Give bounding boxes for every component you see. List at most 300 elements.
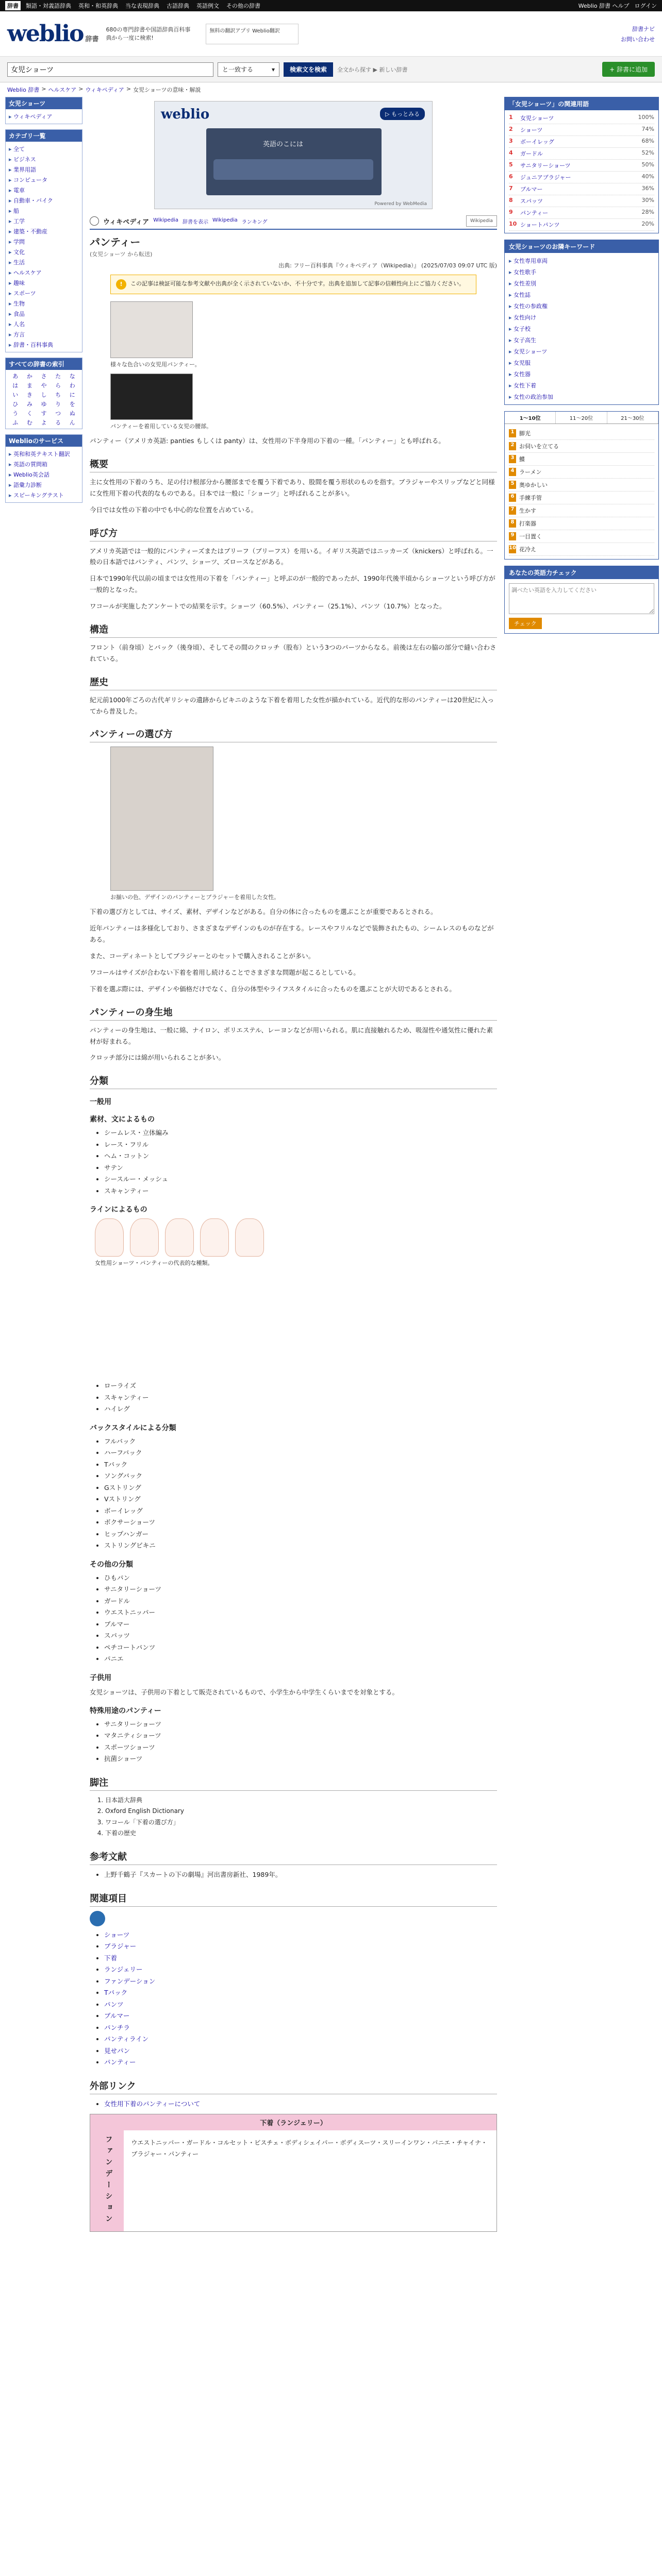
search-input[interactable]	[7, 62, 213, 77]
heading-references: 参考文献	[90, 1850, 497, 1865]
ranking-row[interactable]	[509, 183, 654, 195]
neighbor-keyword[interactable]: ▸ 女子高生	[509, 334, 654, 346]
list-item: • スパッツ	[104, 1630, 497, 1642]
top-tab-5[interactable]: 英語例文	[196, 3, 219, 9]
category-item[interactable]: ▸ 建築・不動産	[9, 226, 79, 236]
check-input[interactable]	[509, 583, 654, 614]
neighbor-keyword[interactable]: ▸ 女児ショーツ	[509, 346, 654, 357]
category-item[interactable]: ▸ 工学	[9, 216, 79, 226]
ranking-row[interactable]	[509, 148, 654, 160]
figure-2-caption: パンティーを着用している女児の腰部。	[110, 423, 212, 430]
category-item[interactable]: ▸ 生活	[9, 257, 79, 267]
term-box	[5, 97, 82, 124]
popular-word[interactable]: 鰈	[519, 456, 525, 463]
popular-word-row[interactable]	[509, 504, 654, 517]
list-item: • ハイレグ	[104, 1403, 497, 1415]
popular-word-row[interactable]	[509, 543, 654, 556]
rank-number: 9	[509, 209, 513, 215]
category-item[interactable]: ▸ スポーツ	[9, 288, 79, 298]
list-item: • ストリングビキニ	[104, 1540, 497, 1552]
list-item: • ひもパン	[104, 1572, 497, 1584]
related-link[interactable]: Tバック	[104, 1989, 128, 1996]
shape-2	[130, 1218, 159, 1257]
popular-word[interactable]: 打楽器	[519, 520, 536, 527]
popular-word[interactable]: お伺いを立てる	[519, 443, 559, 450]
category-box-title: カテゴリ一覧	[6, 130, 82, 142]
kana-index-item[interactable]: た	[55, 373, 61, 380]
footnote-list	[90, 1795, 497, 1839]
model-photo[interactable]	[110, 747, 213, 891]
back-style-list	[90, 1436, 497, 1552]
kana-index-item[interactable]: む	[26, 419, 32, 426]
rank-term[interactable]: ショーツ	[520, 127, 543, 133]
article-title: パンティー	[90, 236, 141, 248]
popular-word[interactable]: 手練手管	[519, 495, 542, 501]
ranking-row[interactable]	[509, 195, 654, 207]
service-item[interactable]: ▸ 語彙力診断	[9, 480, 79, 490]
popular-word-row[interactable]	[509, 466, 654, 479]
popular-word[interactable]: ラーメン	[519, 469, 542, 476]
category-item[interactable]: ▸ ビジネス	[9, 154, 79, 164]
kana-index-item[interactable]: ぬ	[69, 410, 75, 417]
category-item[interactable]: ▸ 方言	[9, 329, 79, 340]
other-list	[90, 1572, 497, 1665]
popular-word[interactable]: 生かす	[519, 507, 536, 514]
help-link[interactable]: Weblio 辞書 ヘルプ	[578, 3, 630, 9]
citation-notice: ! この記事は検証可能な参考文献や出典が全く示されていないか、不十分です。出典を追加して記事の信頼性向上にご協力ください。	[110, 275, 476, 294]
related-link[interactable]: ブラジャー	[104, 1942, 137, 1950]
ranking-row[interactable]	[509, 207, 654, 219]
subheading-special: 特殊用途のパンティー	[90, 1706, 161, 1715]
choosing-paragraph-2: 近年パンティーは多様化しており、さまざまなデザインのものが存在する。レースやフリルなどで装飾されたもの、シームレスのものなどがある。	[90, 924, 494, 944]
wiki-link-2[interactable]: Wikipedia	[212, 217, 238, 223]
category-item[interactable]: ▸ 業界用語	[9, 164, 79, 175]
term-box-title: 女児ショーツ	[6, 97, 82, 109]
list-item: • ローライズ	[104, 1380, 497, 1392]
rank-badge: 10	[509, 545, 516, 553]
index-box-title: すべての辞書の索引	[6, 358, 82, 370]
rank-percent: 40%	[641, 173, 654, 180]
wikipedia-globe-icon	[90, 216, 99, 226]
list-item: • レース・フリル	[104, 1139, 497, 1151]
kana-index-item[interactable]: つ	[55, 410, 61, 417]
category-item[interactable]: ▸ 生物	[9, 298, 79, 309]
translate-app-ad[interactable]: 無料の翻訳アプリ Weblio翻訳	[206, 24, 299, 44]
subheading-kids: 子供用	[90, 1673, 111, 1682]
breadcrumb-current: 女児ショーツの意味・解説	[133, 87, 201, 93]
naming-paragraph-2: 日本で1990年代以前の頃までは女性用の下着を「パンティー」と呼ぶのが一般的であったが、1990年代後半頃からショーツという呼び方が一般的となった。	[90, 574, 495, 594]
kana-index-item[interactable]: ん	[69, 419, 75, 426]
history-paragraph: 紀元前1000年ごろの古代ギリシャの遺跡からビキニのような下着を着用した女性が描かれている。近代的な形のパンティーは20世紀に入ってから普及した。	[90, 696, 494, 715]
neighbor-keyword[interactable]: ▸ 女性誌	[509, 289, 654, 300]
kana-index-item[interactable]: い	[12, 392, 19, 398]
figure-1	[110, 301, 497, 368]
heading-history: 歴史	[90, 675, 497, 690]
rank-badge: 6	[509, 494, 516, 502]
rank-percent: 68%	[641, 138, 654, 144]
ranking-row[interactable]	[509, 112, 654, 124]
check-title: あなたの英語力チェック	[505, 566, 658, 579]
footnote-item: 3. ワコール「下着の選び方」	[105, 1817, 497, 1828]
neighbor-keyword[interactable]: ▸ 女性の参政権	[509, 300, 654, 312]
shape-illustration[interactable]	[95, 1218, 497, 1257]
kana-index-item[interactable]: あ	[12, 373, 19, 380]
kana-index-item[interactable]: わ	[69, 382, 75, 389]
tab-rank-3[interactable]: 21〜30位	[607, 412, 658, 423]
heading-naming: 呼び方	[90, 526, 497, 541]
term-link[interactable]: ▸ ウィキペディア	[9, 111, 79, 122]
kana-index-item[interactable]: す	[41, 410, 47, 417]
ranking-title: 「女児ショーツ」の関連用語	[505, 97, 658, 110]
navbox-items[interactable]: ウエストニッパー・ガードル・コルセット・ビスチェ・ボディシェイパー・ボディスーツ・スリーインワン・パニエ・チャイナ・ブラジャー・パンティー	[131, 2139, 487, 2158]
category-item[interactable]: ▸ コンピュータ	[9, 175, 79, 185]
search-mode-select[interactable]: と一致する ▾	[218, 62, 279, 77]
list-item: • ブルマー	[104, 1619, 497, 1631]
ranking-row[interactable]	[509, 219, 654, 231]
neighbor-keyword[interactable]: ▸ 女性下着	[509, 380, 654, 391]
related-list	[90, 1929, 497, 2069]
rank-number: 3	[509, 138, 513, 144]
top-tab-4[interactable]: 古語辞典	[167, 3, 189, 9]
list-item: • 抗菌ショーツ	[104, 1753, 497, 1765]
rank-number: 2	[509, 126, 513, 132]
subheading-line: ラインによるもの	[90, 1206, 147, 1214]
neighbor-keyword[interactable]: ▸ 女性向け	[509, 312, 654, 323]
related-ranking-box	[504, 97, 659, 233]
related-link[interactable]: パンチラ	[104, 2023, 130, 2031]
list-item: • ウエストニッパー	[104, 1607, 497, 1619]
subheading-other: その他の分類	[90, 1560, 133, 1569]
naming-paragraph: アメリカ英語では一般的にパンティーズまたはブリーフ（ブリーフス）を用いる。イギリス英語ではニッカーズ（knickers）と呼ばれる。一般の日本語ではパンティ、パンツ、ショーツ、ズロースなどがある。	[90, 547, 493, 566]
rank-term[interactable]: パンティー	[520, 210, 549, 216]
related-link[interactable]: パンティライン	[104, 2035, 149, 2043]
category-item[interactable]: ▸ 文化	[9, 247, 79, 257]
neighbor-keyword[interactable]: ▸ 女性歌手	[509, 266, 654, 278]
top-tab-6[interactable]: その他の辞書	[226, 3, 260, 9]
navbox-title[interactable]: 下着（ランジェリー）	[90, 2114, 496, 2130]
breadcrumb-2[interactable]: ウィキペディア	[85, 87, 124, 93]
rank-term[interactable]: サニタリーショーツ	[520, 162, 571, 169]
rank-term[interactable]: ジュニアブラジャー	[520, 174, 571, 181]
figure-3-caption: お揃いの色、デザインのパンティーとブラジャーを着用した女性。	[110, 894, 280, 901]
list-item: • ボーイレッグ	[104, 1505, 497, 1517]
kana-index-item[interactable]: ふ	[12, 419, 19, 426]
banner-screen	[206, 128, 382, 195]
rank-number: 10	[509, 221, 517, 227]
reference-item: • 上野千鶴子『スカートの下の劇場』河出書房新社、1989年。	[104, 1869, 497, 1881]
ranking-row[interactable]	[509, 124, 654, 136]
rank-badge: 5	[509, 481, 516, 489]
breadcrumb: Weblio 辞書 > ヘルスケア > ウィキペディア > 女児ショーツの意味・解説	[7, 86, 201, 93]
list-item: • シームレス・立体編み	[104, 1127, 497, 1139]
popular-word-row[interactable]	[509, 492, 654, 504]
rank-number: 6	[509, 173, 513, 180]
list-item: • フルバック	[104, 1436, 497, 1448]
promo-banner[interactable]	[154, 101, 433, 209]
choosing-paragraph: 下着の選び方としては、サイズ、素材、デザインなどがある。自分の体に合ったものを選ぶことが重要であるとされる。	[90, 908, 437, 916]
kana-index-item[interactable]: く	[26, 410, 32, 417]
index-box	[5, 358, 82, 429]
login-link[interactable]: ログイン	[634, 3, 657, 9]
rank-percent: 28%	[641, 209, 654, 215]
ranking-row[interactable]	[509, 160, 654, 172]
list-item: • ソングバック	[104, 1470, 497, 1482]
heading-choosing: パンティーの選び方	[90, 727, 497, 742]
popular-word[interactable]: 花冷え	[519, 546, 536, 553]
list-item: • ペチコートパンツ	[104, 1642, 497, 1654]
related-link[interactable]: ランジェリー	[104, 1965, 143, 1973]
banner-footer: Powered by WebMedia	[374, 201, 427, 207]
top-tab-2[interactable]: 英和・和英辞典	[78, 3, 118, 9]
kana-index-item[interactable]: ま	[26, 382, 32, 389]
choosing-paragraph-5: 下着を選ぶ際には、デザインや価格だけでなく、自分の体型やライフスタイルに合ったものを選ぶことが大切であるとされる。	[90, 985, 456, 993]
rank-badge: 8	[509, 519, 516, 528]
external-link[interactable]: 女性用下着のパンティーについて	[104, 2099, 201, 2108]
list-item: • ガードル	[104, 1596, 497, 1607]
figure-2	[110, 374, 497, 430]
related-link[interactable]: パンツ	[104, 2000, 124, 2008]
top-tab-0[interactable]: 辞書	[5, 1, 21, 10]
kana-index-item[interactable]: か	[26, 373, 32, 380]
dict-nav-link[interactable]: 辞書ナビ	[632, 25, 655, 32]
list-item: • Tバック	[104, 1459, 497, 1471]
waist-photo[interactable]	[110, 374, 193, 420]
fabric-paragraph-2: クロッチ部分には綿が用いられることが多い。	[90, 1054, 225, 1062]
kids-paragraph: 女児ショーツは、子供用の下着として販売されているもので、小学生から中学生くらいまでを対象とする。	[90, 1688, 399, 1696]
wikipedia-icon: Wikipedia	[466, 215, 497, 227]
neighbor-keyword[interactable]: ▸ 女性の政治参加	[509, 391, 654, 402]
kana-index-item[interactable]: を	[69, 401, 75, 408]
tagline: 680の専門辞書や国語辞典百科事典から一度に検索!	[106, 26, 191, 41]
list-item: • パニエ	[104, 1653, 497, 1665]
category-box	[5, 129, 82, 352]
heading-classification: 分類	[90, 1074, 497, 1089]
add-dictionary-button[interactable]: + 辞書に追加	[602, 62, 655, 77]
popular-word-row[interactable]	[509, 427, 654, 440]
heading-footnotes: 脚注	[90, 1775, 497, 1791]
contact-link[interactable]: お問い合わせ	[621, 36, 655, 43]
related-link[interactable]: 下着	[104, 1954, 118, 1962]
shape-4	[200, 1218, 229, 1257]
rank-term[interactable]: ブルマー	[520, 186, 543, 193]
wiki-link-1[interactable]: 辞書を表示	[182, 219, 208, 225]
ranking-row[interactable]	[509, 136, 654, 148]
rank-term[interactable]: 女児ショーツ	[520, 115, 554, 122]
neighbor-keyword[interactable]: ▸ 女児服	[509, 357, 654, 368]
wiki-link-0[interactable]: Wikipedia	[153, 217, 178, 223]
list-item: • シースルー・メッシュ	[104, 1174, 497, 1185]
rank-badge: 4	[509, 468, 516, 476]
kana-index-item[interactable]: う	[12, 410, 19, 417]
rank-number: 8	[509, 197, 513, 204]
shape-5	[235, 1218, 264, 1257]
service-item[interactable]: ▸ 英和和英テキスト翻訳	[9, 449, 79, 459]
kana-index-item[interactable]: や	[41, 382, 47, 389]
related-link[interactable]: ファンデーション	[104, 1977, 156, 1985]
list-item: • ボクサーショーツ	[104, 1517, 497, 1529]
category-item[interactable]: ▸ 趣味	[9, 278, 79, 288]
popular-word-row[interactable]	[509, 517, 654, 530]
kana-index-item[interactable]: に	[69, 392, 75, 398]
category-item[interactable]: ▸ 辞書・百科事典	[9, 340, 79, 350]
right-sidebar	[504, 97, 659, 2236]
banner-more-button[interactable]: ▷ もっとみる	[380, 108, 425, 120]
category-item[interactable]: ▸ 船	[9, 206, 79, 216]
list-item: • Vストリング	[104, 1494, 497, 1505]
popular-word[interactable]: 一目置く	[519, 533, 542, 540]
banner-screen-text: 英語のこには	[263, 141, 304, 148]
list-item: • サテン	[104, 1162, 497, 1174]
footnote-item: 2. Oxford English Dictionary	[105, 1806, 497, 1817]
wiki-link-3[interactable]: ランキング	[241, 219, 268, 225]
fabric-paragraph: パンティーの身生地は、一般に綿、ナイロン、ポリエステル、レーヨンなどが用いられる。肌に直接触れるため、吸湿性や通気性に優れた素材が好まれる。	[90, 1026, 493, 1045]
rank-percent: 36%	[641, 185, 654, 192]
material-list	[90, 1127, 497, 1197]
list-item: • スポーツショーツ	[104, 1742, 497, 1754]
kana-index-item[interactable]: ち	[55, 392, 61, 398]
shape-3	[165, 1218, 194, 1257]
rank-badge: 3	[509, 455, 516, 463]
kana-index-item[interactable]: は	[12, 382, 19, 389]
intro-paragraph: パンティー（アメリカ英語: panties もしくは panty）は、女性用の下半身用の下着の一種。「パンティー」とも呼ばれる。	[90, 437, 445, 445]
rank-percent: 52%	[641, 149, 654, 156]
kana-index-item[interactable]: な	[69, 373, 75, 380]
wikipedia-section-header	[90, 215, 497, 230]
rank-number: 1	[509, 114, 513, 121]
rank-number: 5	[509, 161, 513, 168]
list-item: • ヘム・コットン	[104, 1150, 497, 1162]
list-item: • マタニティショーツ	[104, 1730, 497, 1742]
related-link[interactable]: パンティー	[104, 2058, 136, 2066]
list-item: • サニタリーショーツ	[104, 1584, 497, 1596]
top-tab-3[interactable]: 当な表現辞典	[125, 3, 159, 9]
category-item[interactable]: ▸ 自動車・バイク	[9, 195, 79, 206]
service-item[interactable]: ▸ Weblio英会話	[9, 469, 79, 480]
heading-structure: 構造	[90, 622, 497, 638]
kana-index-item[interactable]: き	[26, 392, 32, 398]
ranking-row[interactable]	[509, 172, 654, 183]
search-button[interactable]: 検索文を検索	[284, 62, 333, 77]
tab-rank-2[interactable]: 11〜20位	[556, 412, 607, 423]
main-content	[90, 97, 497, 2236]
kana-index-item[interactable]: ゆ	[41, 401, 47, 408]
list-item: • Gストリング	[104, 1482, 497, 1494]
top-nav-tabs	[5, 1, 262, 10]
banner-logo: weblio	[161, 107, 210, 122]
popular-word-row[interactable]	[509, 440, 654, 453]
neighbor-keyword[interactable]: ▸ 女性差別	[509, 278, 654, 289]
related-link[interactable]: ブルマー	[104, 2012, 130, 2020]
choosing-paragraph-4: ワコールはサイズが合わない下着を着用し続けることでさまざまな問題が起こるとしている。	[90, 968, 360, 976]
category-item[interactable]: ▸ 電車	[9, 185, 79, 195]
breadcrumb-0[interactable]: Weblio 辞書	[7, 87, 40, 93]
shape-caption: 女性用ショーツ・パンティーの代表的な種類。	[95, 1260, 213, 1267]
commons-icon	[90, 1911, 105, 1926]
kana-index-item[interactable]: ら	[55, 382, 61, 389]
navbox-group-label: ファンデーション	[90, 2130, 124, 2231]
weblio-logo[interactable]: weblio 辞書	[7, 20, 99, 47]
list-item: • ヒップハンガー	[104, 1529, 497, 1540]
neighbor-keywords-box	[504, 240, 659, 405]
top-tab-1[interactable]: 類語・対義語辞典	[26, 3, 71, 9]
heading-related: 関連項目	[90, 1891, 497, 1907]
search-extra-link[interactable]: 全文から探す ▶ 新しい辞書	[337, 66, 408, 73]
kana-index-item[interactable]: み	[26, 401, 32, 408]
breadcrumb-1[interactable]: ヘルスケア	[48, 87, 77, 93]
panties-photo[interactable]	[110, 301, 193, 358]
site-header	[0, 11, 662, 57]
kana-index-item[interactable]: し	[41, 392, 47, 398]
rank-percent: 20%	[641, 221, 654, 227]
popular-word[interactable]: 脚光	[519, 430, 531, 437]
heading-external: 外部リンク	[90, 2079, 497, 2094]
kana-index-item[interactable]: ひ	[12, 401, 19, 408]
tab-rank-1[interactable]: 1〜10位	[505, 412, 556, 423]
kana-index-item[interactable]: る	[55, 419, 61, 426]
overview-paragraph: 主に女性用の下着のうち、足の付け根部分から腰部までを覆う下着であり、股間を覆う形状のものを指す。ブラジャーやスリップなどと同様に女性用下着の代表的なものである。日本では一般に「ショーツ」と呼ばれることが多い。	[90, 478, 495, 497]
category-item[interactable]: ▸ 全て	[9, 144, 79, 154]
subheading-general: 一般用	[90, 1098, 111, 1107]
related-link[interactable]: 見せパン	[104, 2046, 130, 2055]
popular-word-row[interactable]	[509, 530, 654, 543]
rank-term[interactable]: ボーイレッグ	[520, 139, 554, 145]
neighbor-keyword[interactable]: ▸ 女性専用車両	[509, 255, 654, 266]
neighbor-keyword[interactable]: ▸ 女性器	[509, 368, 654, 380]
kana-index-item[interactable]: さ	[41, 373, 47, 380]
check-button[interactable]: チェック	[509, 618, 542, 629]
category-item[interactable]: ▸ 学問	[9, 236, 79, 247]
category-item[interactable]: ▸ ヘルスケア	[9, 267, 79, 278]
rank-term[interactable]: スパッツ	[520, 198, 543, 205]
source-note: 出典: フリー百科事典『ウィキペディア（Wikipedia）』 (2025/07/03 09:07 UTC 版)	[278, 262, 497, 269]
rank-badge: 1	[509, 429, 516, 437]
rank-percent: 74%	[641, 126, 654, 132]
redirect-note: (女児ショーツ から転送)	[90, 251, 153, 258]
popular-word-row[interactable]	[509, 479, 654, 492]
special-list	[90, 1719, 497, 1765]
chevron-down-icon: ▾	[271, 65, 275, 73]
footnote-item: 1. 日本語大辞典	[105, 1795, 497, 1806]
search-bar	[0, 57, 662, 82]
rank-term[interactable]: ショートパンツ	[520, 222, 560, 228]
service-item[interactable]: ▸ スピーキングテスト	[9, 490, 79, 500]
structure-paragraph: フロント（前身頃）とバック（後身頃）、そしてその間のクロッチ（股布）という3つのパーツからなる。前後は左右の脇の部分で縫い合わされている。	[90, 643, 496, 663]
category-item[interactable]: ▸ 食品	[9, 309, 79, 319]
popular-word-row[interactable]	[509, 453, 654, 466]
neighbor-title: 女児ショーツのお隣キーワード	[505, 240, 658, 253]
rank-badge: 9	[509, 532, 516, 540]
rank-badge: 2	[509, 442, 516, 450]
left-sidebar	[5, 97, 82, 2236]
neighbor-keyword[interactable]: ▸ 女子校	[509, 323, 654, 334]
subheading-back: バックスタイルによる分類	[90, 1423, 176, 1432]
figure-1-caption: 様々な色合いの女児用パンティー。	[110, 361, 201, 368]
popular-word[interactable]: 奥ゆかしい	[519, 482, 548, 488]
services-box-title: Weblioのサービス	[6, 435, 82, 447]
heading-fabric: パンティーの身生地	[90, 1005, 497, 1021]
service-item[interactable]: ▸ 英語の質問箱	[9, 459, 79, 469]
rank-term[interactable]: ガードル	[520, 150, 543, 157]
list-item: • サニタリーショーツ	[104, 1719, 497, 1731]
kana-index-item[interactable]: り	[55, 401, 61, 408]
list-item: • ハーフバック	[104, 1447, 497, 1459]
related-link[interactable]: ショーツ	[104, 1930, 130, 1939]
navbox	[90, 2114, 497, 2232]
services-box	[5, 434, 82, 503]
category-item[interactable]: ▸ 人名	[9, 319, 79, 329]
subheading-material: 素材、文によるもの	[90, 1115, 155, 1124]
kana-index-item[interactable]: よ	[41, 419, 47, 426]
